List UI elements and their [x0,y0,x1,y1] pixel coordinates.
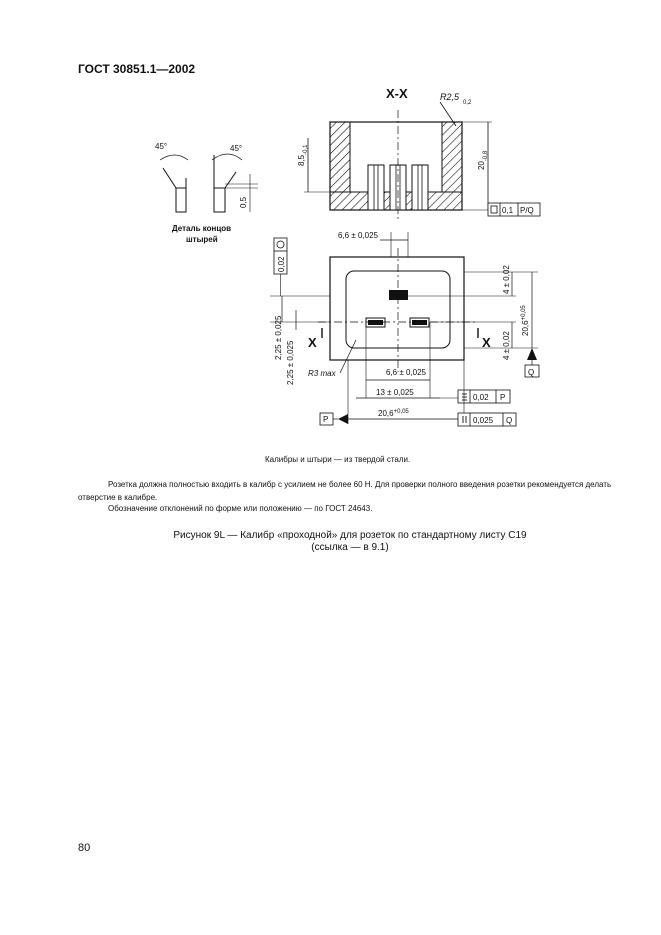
datum-q: Q [528,368,535,377]
radius-tolerance: 0,2 [463,100,472,106]
section-label: X-X [386,86,408,101]
page-number: 80 [78,842,91,854]
tolerance-frame-position [274,238,287,296]
dim-4-lower: 4 ± 0,02 [502,331,511,360]
svg-text:0,1: 0,1 [502,206,514,215]
svg-text:0,025: 0,025 [473,416,494,425]
tolerance-frame-perpendicularity [458,390,510,403]
section-view [330,110,462,220]
note-paragraph-2: Обозначение отклонений по форме или положению — по ГОСТ 24643. [108,504,373,513]
document-header: ГОСТ 30851.1—2002 [78,62,196,76]
svg-text:0,02: 0,02 [473,393,489,402]
caption-line-2: (ссылка — в 9.1) [311,542,389,553]
r3-label: R3 max [308,369,336,378]
pin-detail-caption-2: штырей [186,235,218,244]
dim-225-upper: 2,25 ± 0,025 [274,315,283,360]
section-mark-left: X [308,335,317,350]
material-note: Калибры и штыри — из твердой стали. [265,455,411,464]
dim-13: 13 ± 0,025 [376,388,414,397]
radius-label: R2,5 [440,92,460,102]
dim-height-a: $8,5_{-0,1}$ [297,144,309,166]
svg-text:Q: Q [506,416,513,425]
plan-view [318,248,478,372]
tolerance-frame-parallelism [458,413,516,426]
caption-line-1: Рисунок 9L — Калибр «проходной» для розеток по стандартному листу С19 [173,530,527,541]
dim-05: 0,5 [239,196,248,208]
angle-right-label: 45° [230,144,243,153]
angle-left-label: 45° [155,142,168,151]
pin-detail-caption-1: Деталь концов [172,224,232,233]
figure-caption [100,530,600,554]
svg-text:0,02: 0,02 [277,256,286,272]
dim-20-6-bottom: $20,6^{+0,05}$ [378,409,409,418]
dim-4-upper: 4 ± 0,02 [502,265,511,294]
dim-225-lower: 2,25 ± 0,025 [286,340,295,385]
datum-p: P [323,415,329,424]
dim-66-lower: 6,6 ± 0,025 [386,368,426,377]
tolerance-frame-flatness [488,203,540,216]
note-paragraph-1: Розетка должна полностью входить в калибр с усилием не более 60 Н. Для проверки полного введения розетки рекомендуется делать отверстие в калибре. [78,480,612,502]
svg-text:P: P [500,393,506,402]
svg-text:P/Q: P/Q [520,206,534,215]
dim-20-6: $20,6^{+0,05}$ [521,305,530,336]
section-mark-right: X [482,335,491,350]
dim-top: 6,6 ± 0,025 [338,231,378,240]
pin-detail [155,142,258,244]
dim-height-b: $20_{-0,8}$ [477,150,489,170]
